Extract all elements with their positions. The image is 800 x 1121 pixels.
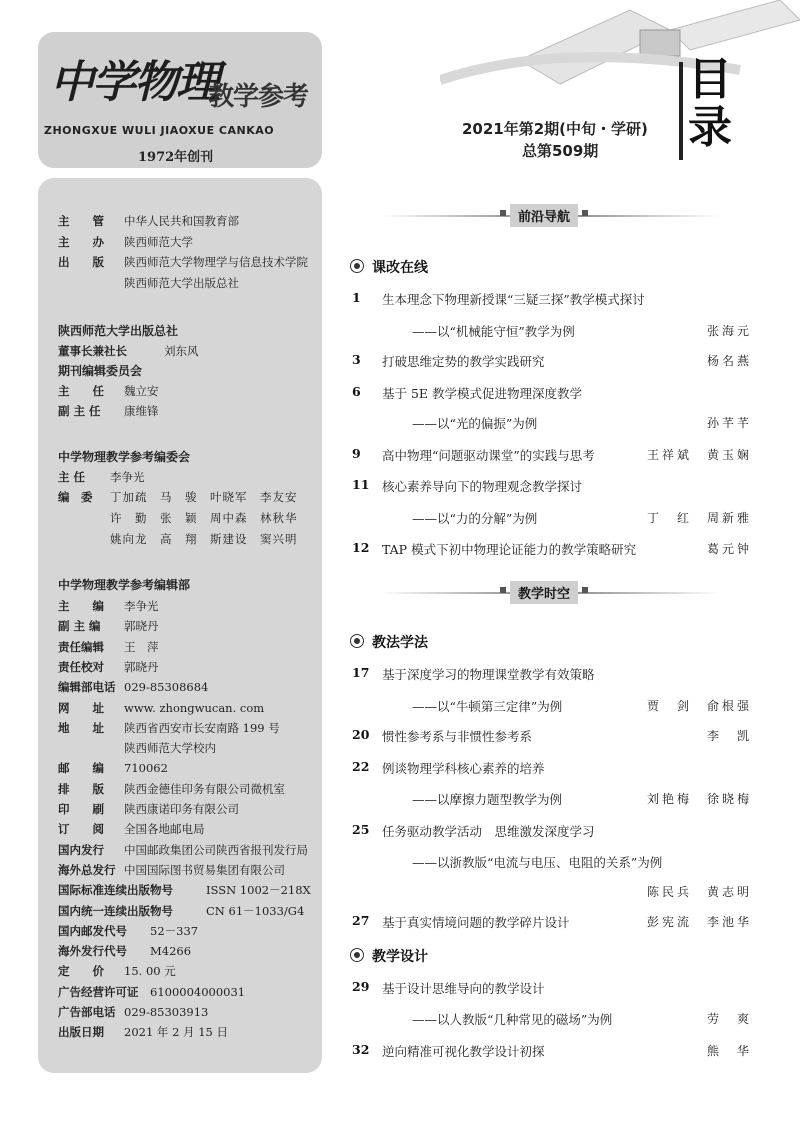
masthead-value: 52－337 — [150, 923, 199, 938]
masthead-key: 国际标准连续出版物号 — [58, 883, 173, 898]
toc-author: 贾 剑 俞根强 — [646, 699, 752, 713]
masthead-value: CN 61－1033/G4 — [206, 903, 305, 918]
masthead-group-title: 中学物理教学参考编委会 — [58, 450, 191, 464]
masthead-value: 中华人民共和国教育部 — [124, 214, 239, 228]
toc-author: 熊 华 — [706, 1044, 752, 1058]
toc-article-title: ——以浙教版“电流与电压、电阻的关系”为例 — [412, 855, 663, 870]
toc-page-number: 6 — [352, 384, 361, 399]
masthead-value: 李争光 — [124, 599, 159, 613]
issue-number: 2021年第2期(中旬・学研) — [462, 120, 648, 138]
masthead-value: 陕西省西安市长安南路 199 号 — [124, 720, 280, 735]
toc-article-title: 生本理念下物理新授课“三疑三探”教学模式探讨 — [382, 292, 645, 307]
masthead-value: 郭晓丹 — [124, 619, 159, 634]
toc-article-title: 打破思维定势的教学实践研究 — [382, 354, 545, 369]
toc-page-number: 22 — [352, 759, 370, 774]
section-title: 前沿导航 — [510, 204, 578, 227]
masthead-key: 海外总发行 — [58, 862, 116, 877]
toc-page-number: 12 — [352, 540, 370, 555]
masthead-value: 康维锋 — [124, 404, 159, 418]
masthead-key: 邮 编 — [58, 761, 104, 776]
toc-author: 彭宪流 李池华 — [646, 915, 752, 929]
toc-author: 刘艳梅 徐晓梅 — [646, 792, 752, 806]
toc-page-number: 27 — [352, 913, 370, 928]
masthead-group-title: 陕西师范大学出版总社 — [58, 324, 179, 338]
masthead-key: 广告经营许可证 — [58, 984, 139, 999]
masthead-value: 全国各地邮电局 — [124, 822, 205, 837]
toc-page-number: 29 — [352, 979, 370, 994]
masthead-value: 李争光 — [110, 470, 145, 484]
masthead-key: 出版日期 — [58, 1025, 104, 1040]
masthead-value: 6100004000031 — [150, 984, 246, 999]
toc-author: 葛元钟 — [706, 542, 752, 556]
masthead-key: 主 任 — [58, 470, 86, 484]
toc-page-number: 25 — [352, 822, 370, 837]
masthead-key: 主 任 — [58, 384, 104, 398]
masthead-value: 姚向龙 高 翔 斯建设 窦兴明 — [110, 532, 298, 546]
masthead-value: 中国邮政集团公司陕西省报刊发行局 — [124, 842, 308, 857]
masthead-key: 董事长兼社长 — [58, 344, 127, 358]
section-title: 教学时空 — [510, 581, 578, 604]
subsection-title: 教法学法 — [372, 635, 428, 651]
toc-article-title: 任务驱动教学活动 思维激发深度学习 — [382, 824, 595, 839]
masthead-key: 主 办 — [58, 234, 104, 249]
masthead-key: 副 主 编 — [58, 619, 101, 634]
masthead-value: 陕西师范大学 — [124, 234, 193, 249]
masthead-value: 王 萍 — [124, 639, 159, 654]
masthead-value: 陕西康诺印务有限公司 — [124, 802, 239, 816]
toc-author: 孙芊芊 — [706, 416, 752, 430]
toc-article-title: 基于深度学习的物理课堂教学有效策略 — [382, 667, 595, 682]
toc-article-title: 基于 5E 教学模式促进物理深度教学 — [382, 386, 583, 401]
masthead-group-title: 期刊编辑委员会 — [58, 364, 143, 378]
target-bullet-icon — [350, 634, 364, 648]
masthead-key: 印 刷 — [58, 802, 104, 816]
masthead-value: 15. 00 元 — [124, 964, 176, 979]
toc-article-title: 基于真实情境问题的教学碎片设计 — [382, 915, 570, 930]
masthead-key: 地 址 — [58, 720, 104, 735]
toc-article-title: 核心素养导向下的物理观念教学探讨 — [382, 479, 583, 494]
toc-author: 王祥斌 黄玉娴 — [646, 448, 752, 462]
masthead-key: 责任校对 — [58, 659, 104, 674]
toc-author: 劳 爽 — [706, 1012, 752, 1026]
masthead-group-title: 中学物理教学参考编辑部 — [58, 578, 191, 592]
masthead-value: ISSN 1002－218X — [206, 883, 311, 898]
issue-total: 总第509期 — [522, 142, 599, 160]
logo-title: 中学物理 — [50, 57, 218, 108]
masthead-key: 副 主 任 — [58, 404, 101, 418]
toc-article-title: 基于设计思维导向的教学设计 — [382, 981, 545, 996]
toc-article-title: ——以“光的偏振”为例 — [412, 416, 538, 431]
masthead-key: 海外发行代号 — [58, 944, 127, 959]
subsection-title: 课改在线 — [372, 260, 428, 276]
masthead-value: 郭晓丹 — [124, 659, 159, 674]
target-bullet-icon — [350, 948, 364, 962]
toc-author: 陈民兵 黄志明 — [646, 885, 752, 899]
masthead-key: 订 阅 — [58, 822, 104, 837]
toc-article-title: 高中物理“问题驱动课堂”的实践与思考 — [382, 448, 595, 463]
toc-article-title: ——以“牛顿第三定律”为例 — [412, 699, 563, 714]
toc-page-number: 9 — [352, 446, 361, 461]
masthead-key: 主 编 — [58, 599, 104, 613]
masthead-value: 陕西师范大学物理学与信息技术学院 — [124, 255, 308, 269]
masthead-value: 丁加疏 马 骏 叶晓军 李友安 — [110, 490, 298, 504]
masthead-value: 中国国际图书贸易集团有限公司 — [124, 862, 285, 877]
masthead-value: 刘东风 — [164, 344, 199, 358]
masthead-key: 排 版 — [58, 781, 104, 796]
toc-title: 目录 — [688, 54, 732, 153]
masthead-key: 网 址 — [58, 700, 104, 715]
toc-article-title: ——以“机械能守恒”教学为例 — [412, 324, 575, 339]
toc-author: 丁 红 周新雅 — [646, 511, 752, 525]
masthead-key: 主 管 — [58, 214, 104, 228]
masthead-value: 710062 — [124, 761, 168, 776]
target-bullet-icon — [350, 259, 364, 273]
toc-page-number: 1 — [352, 290, 361, 305]
subsection-title: 教学设计 — [372, 949, 428, 965]
logo-subtitle: 教学参考 — [208, 82, 309, 112]
toc-article-title: ——以人教版“几种常见的磁场”为例 — [412, 1012, 613, 1027]
toc-article-title: ——以“力的分解”为例 — [412, 511, 538, 526]
masthead-value: 许 勤 张 颖 周中森 林秋华 — [110, 511, 298, 525]
masthead-key: 编 委 — [58, 490, 93, 504]
masthead-value: 陕西金德佳印务有限公司微机室 — [124, 781, 285, 796]
toc-author: 李 凯 — [706, 729, 752, 743]
toc-author: 张海元 — [706, 324, 752, 338]
masthead-value: 魏立安 — [124, 384, 159, 398]
masthead-key: 出 版 — [58, 255, 104, 269]
masthead-key: 定 价 — [58, 964, 104, 979]
masthead-value: 029-85303913 — [124, 1005, 209, 1019]
masthead-value: www. zhongwucan. com — [124, 700, 265, 715]
toc-article-title: 惯性参考系与非惯性参考系 — [382, 729, 533, 744]
toc-page-number: 32 — [352, 1042, 370, 1057]
toc-author: 杨名燕 — [706, 354, 752, 368]
masthead-key: 国内统一连续出版物号 — [58, 903, 173, 918]
masthead-key: 广告部电话 — [58, 1005, 116, 1019]
toc-page-number: 17 — [352, 665, 370, 680]
masthead-key: 国内邮发代号 — [58, 923, 127, 938]
masthead-value: 2021 年 2 月 15 日 — [124, 1025, 228, 1040]
masthead-value: M4266 — [150, 944, 192, 959]
masthead-key: 国内发行 — [58, 842, 104, 857]
toc-article-title: ——以摩擦力题型教学为例 — [412, 792, 563, 807]
masthead-value: 陕西师范大学出版总社 — [124, 275, 239, 290]
masthead-value: 029-85308684 — [124, 680, 209, 695]
masthead-key: 编辑部电话 — [58, 680, 116, 695]
toc-article-title: 例谈物理学科核心素养的培养 — [382, 761, 545, 776]
toc-page-number: 3 — [352, 352, 361, 367]
masthead-value: 陕西师范大学校内 — [124, 741, 216, 756]
toc-article-title: TAP 模式下初中物理论证能力的教学策略研究 — [382, 542, 637, 557]
logo-pinyin: ZHONGXUE WULI JIAOXUE CANKAO — [44, 124, 275, 137]
toc-page-number: 11 — [352, 477, 370, 492]
founded-year: 1972年创刊 — [138, 150, 214, 165]
masthead-key: 责任编辑 — [58, 639, 104, 654]
toc-page-number: 20 — [352, 727, 370, 742]
toc-article-title: 逆向精准可视化教学设计初探 — [382, 1044, 545, 1059]
